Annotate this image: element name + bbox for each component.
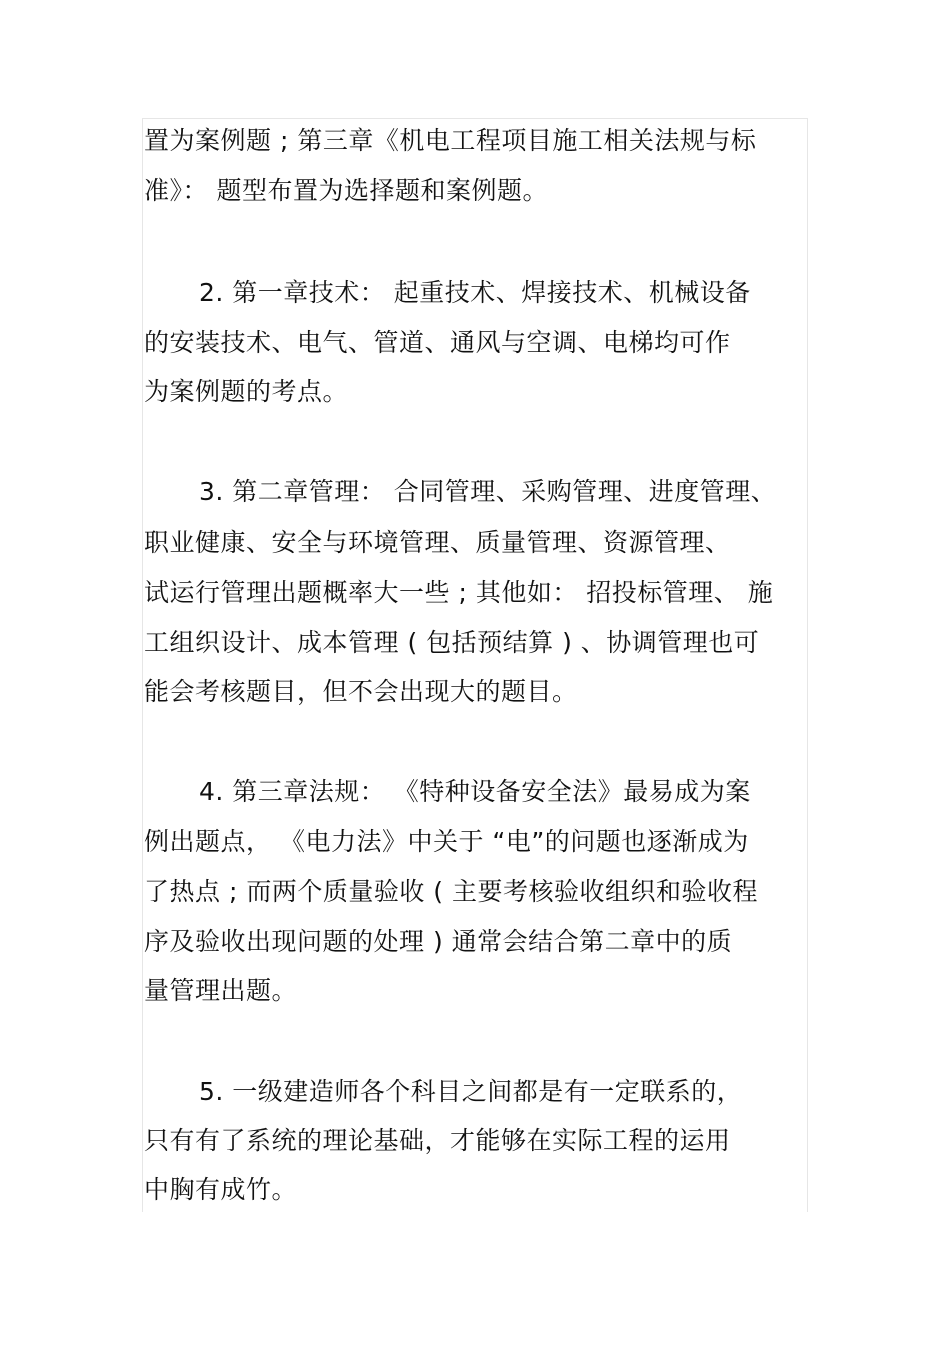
text-line: 置为案例题 ; 第三章《机电工程项目施工相关法规与标	[144, 126, 757, 155]
item-5-heading: 5. 一级建造师各个科目之间都是有一定联系的，	[199, 1077, 743, 1106]
text-line: 准》： 题型布置为选择题和案例题。	[144, 176, 548, 205]
item-2-heading: 2. 第一章技术： 起重技术、焊接技术、机械设备	[199, 278, 751, 307]
item-3-heading: 3. 第二章管理： 合同管理、采购管理、进度管理、	[199, 477, 777, 506]
text-line: 了热点 ; 而两个质量验收 ( 主要考核验收组织和验收程	[144, 877, 758, 906]
text-line: 试运行管理出题概率大一些 ; 其他如： 招投标管理、 施	[144, 578, 774, 607]
text-line: 只有有了系统的理论基础，才能够在实际工程的运用	[144, 1126, 731, 1155]
text-line: 量管理出题。	[144, 976, 298, 1005]
text-line: 序及验收出现问题的处理 ) 通常会结合第二章中的质	[144, 927, 733, 956]
text-line: 为案例题的考点。	[144, 377, 349, 406]
text-line: 职业健康、安全与环境管理、质量管理、资源管理、	[144, 528, 731, 557]
text-line: 工组织设计、成本管理 ( 包括预结算 ) 、协调管理也可	[144, 628, 760, 657]
text-line: 中胸有成竹。	[144, 1175, 298, 1204]
item-4-heading: 4. 第三章法规： 《特种设备安全法》最易成为案	[199, 777, 751, 806]
text-line: 例出题点， 《电力法》中关于 “电”的问题也逐渐成为	[144, 827, 749, 856]
text-line: 的安装技术、电气、管道、通风与空调、电梯均可作	[144, 328, 731, 357]
text-line: 能会考核题目，但不会出现大的题目。	[144, 677, 578, 706]
